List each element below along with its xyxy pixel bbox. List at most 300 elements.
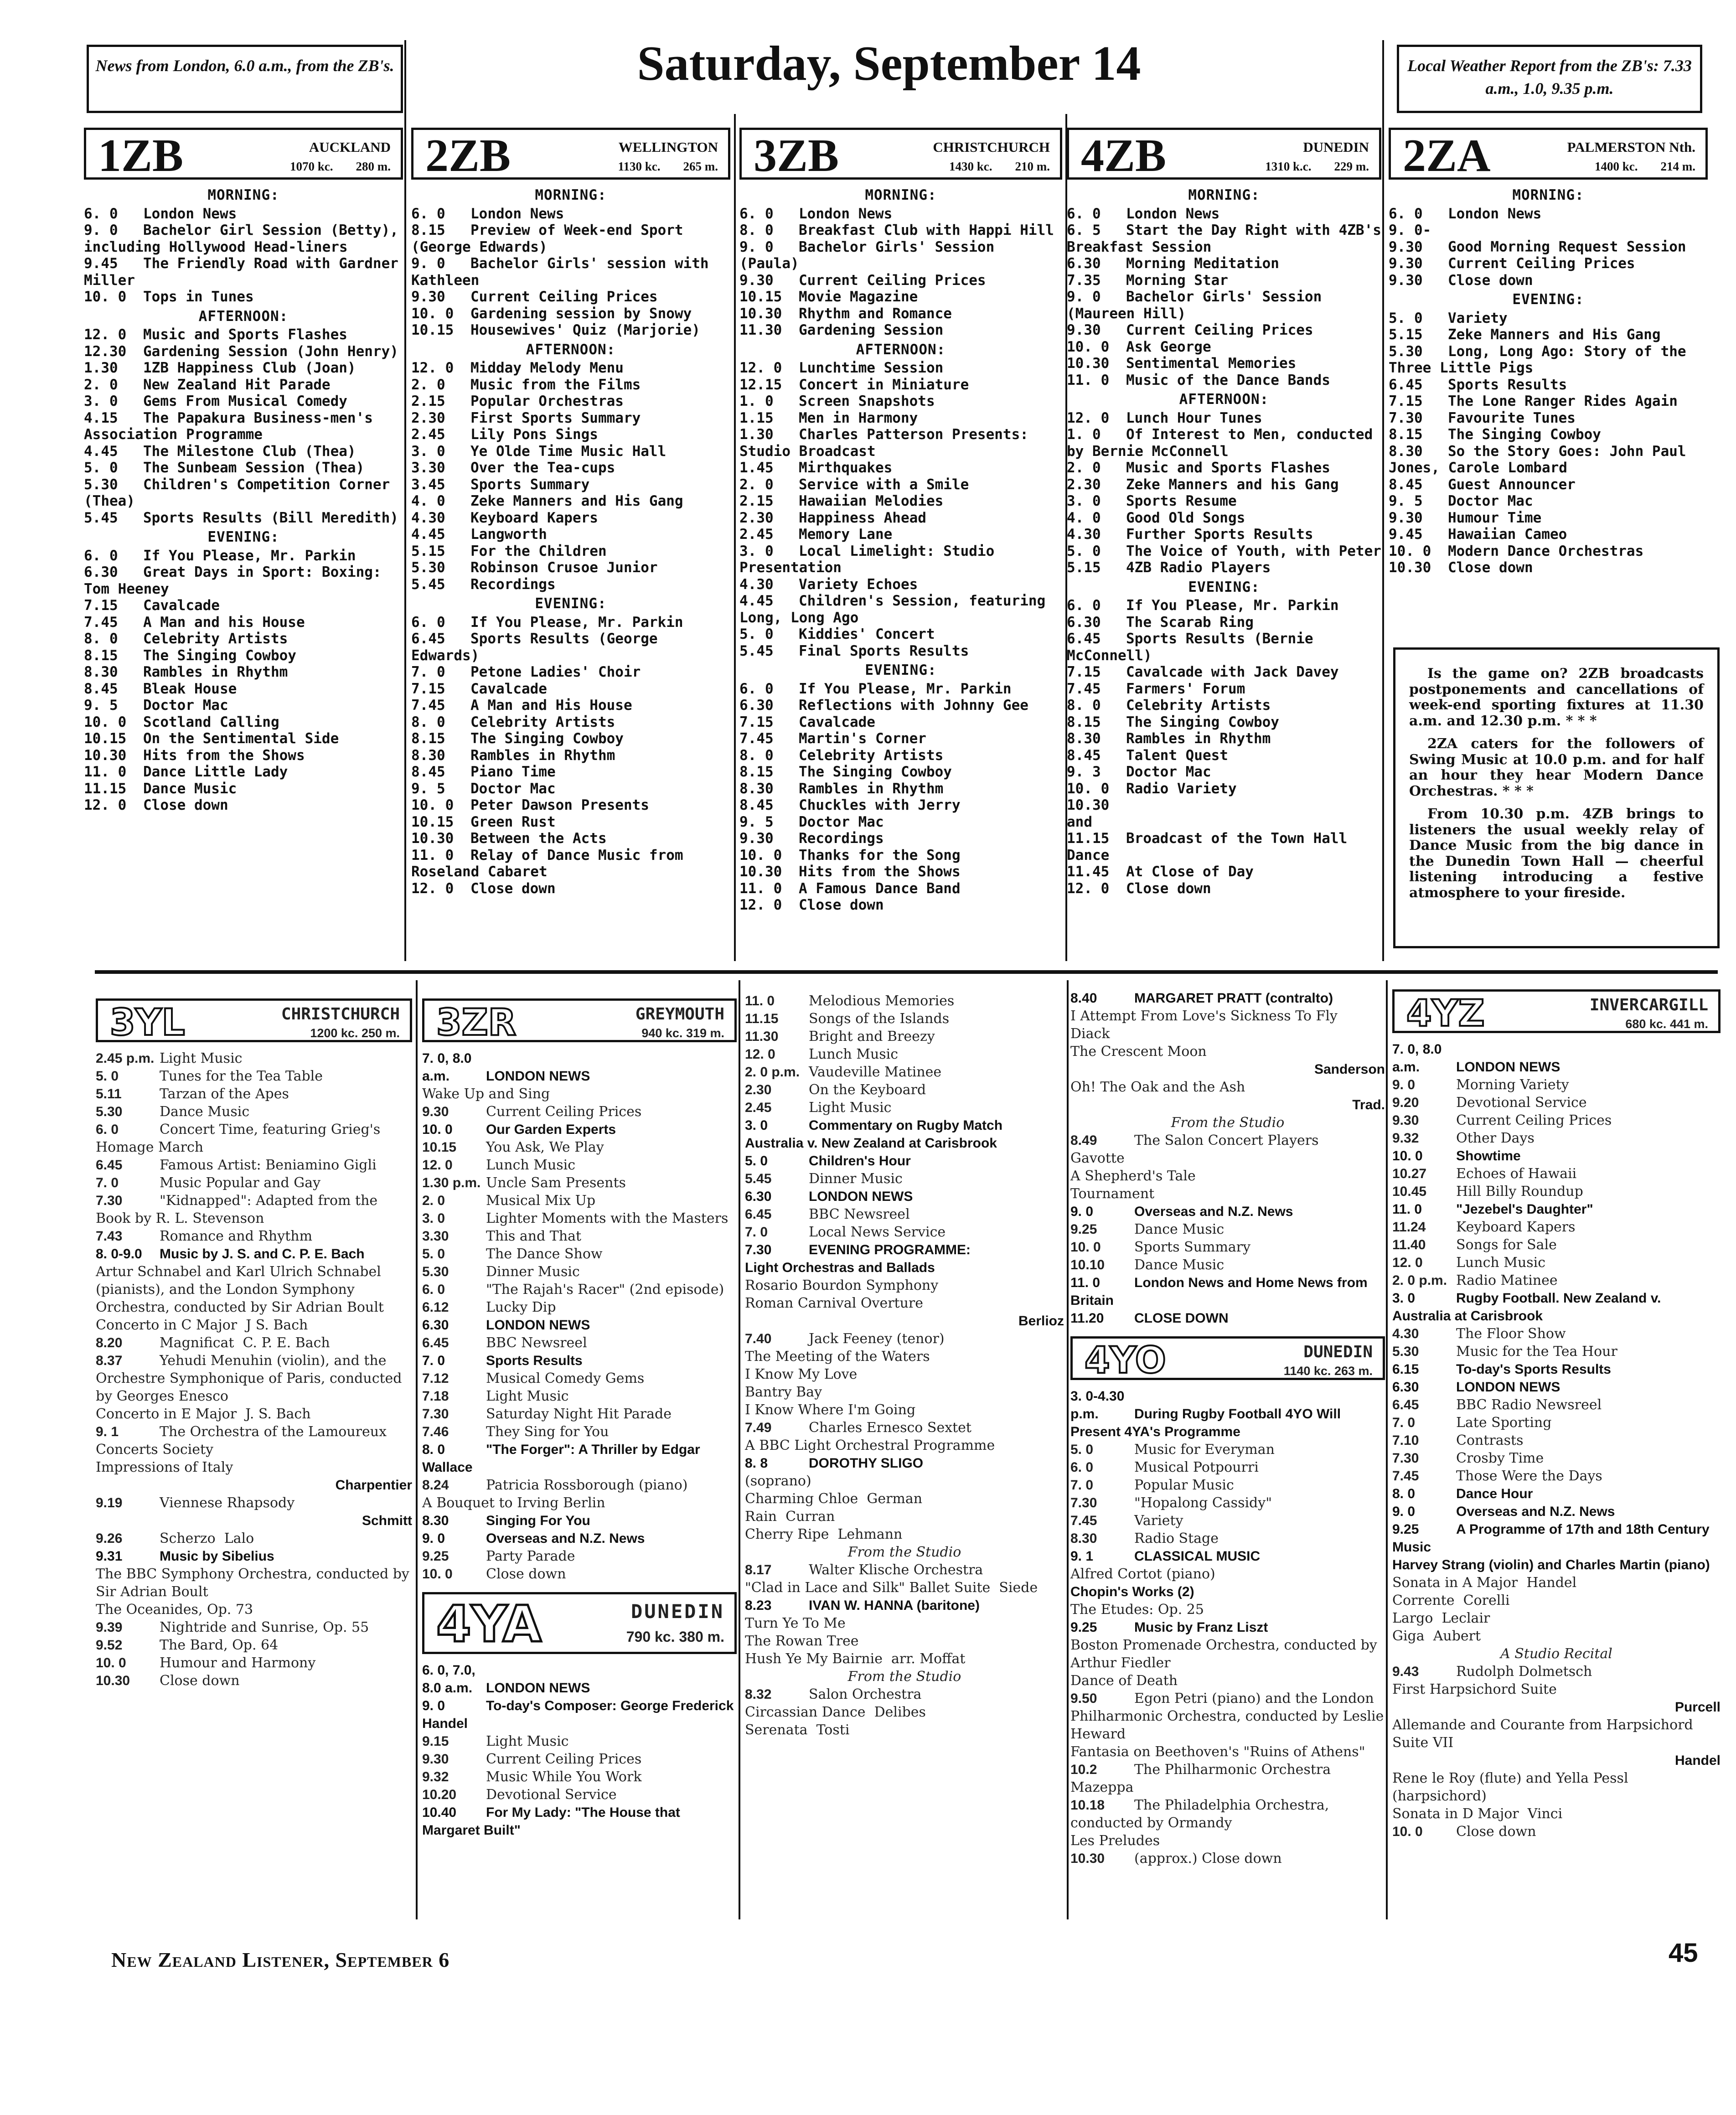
programme-title: Farmers' Forum xyxy=(1126,680,1245,697)
programme-time: 9.45 xyxy=(84,255,118,272)
programme-title: Scotland Calling xyxy=(143,714,279,730)
section-heading: MORNING: xyxy=(1512,187,1584,203)
programme-item xyxy=(745,1561,1064,1579)
programme-time: 10.30 xyxy=(84,747,127,764)
programme-time: 6. 0 xyxy=(1070,1460,1094,1475)
programme-title: Rambles in Rhythm xyxy=(470,747,615,764)
programme-title: Radio Matinee xyxy=(1456,1272,1558,1288)
station-frequency xyxy=(290,158,391,175)
programme-title: The Etudes: Op. 25 xyxy=(1070,1602,1204,1618)
programme-title: On the Keyboard xyxy=(809,1082,926,1098)
programme-time: 9.30 xyxy=(739,272,774,289)
programme-title: The Sunbeam Session (Thea) xyxy=(143,460,365,476)
programme-title: Doctor Mac xyxy=(143,697,228,714)
programme-item xyxy=(1392,1823,1720,1841)
programme-item xyxy=(1070,1530,1385,1547)
programme-title: Zeke Manners and His Gang xyxy=(470,493,683,509)
programme-time: 10. 0 xyxy=(1392,1824,1423,1839)
programme-title: "Hopalong Cassidy" xyxy=(1134,1495,1272,1511)
programme-title: Service with a Smile xyxy=(799,476,969,493)
programme-item xyxy=(422,1804,737,1839)
programme-time: 9. 0 xyxy=(422,1698,445,1713)
programme-time: 2. 0 xyxy=(739,476,774,493)
programme-title: Overseas and N.Z. News xyxy=(1456,1504,1615,1519)
programme-item xyxy=(739,239,1062,272)
programme-item xyxy=(1389,222,1708,255)
programme-item xyxy=(1067,559,1381,576)
programme-title: The Oceanides, Op. 73 xyxy=(96,1602,253,1618)
programme-title: Rhythm and Romance xyxy=(799,305,952,322)
programme-title: Current Ceiling Prices xyxy=(486,1104,642,1120)
programme-title: Rambles in Rhythm xyxy=(799,780,944,797)
programme-time: 10.30 xyxy=(96,1673,130,1688)
programme-title: Yehudi Menuhin (violin), and the Orchestre Symphonique of Paris, conducted by Georges Enesco xyxy=(96,1353,407,1404)
programme-title: Music Popular and Gay xyxy=(160,1175,321,1191)
station-header-4yo xyxy=(1070,1336,1385,1380)
programme-item xyxy=(84,614,403,631)
programme-title: Sports Summary xyxy=(470,476,590,493)
programme-time: 5.45 xyxy=(84,509,118,526)
programme-item xyxy=(1070,1441,1385,1458)
programme-time: 8.24 xyxy=(422,1478,449,1493)
composer-credit: Sanderson xyxy=(1314,1062,1385,1077)
programme-item xyxy=(96,1316,412,1334)
programme-title: Music from the Films xyxy=(470,376,641,393)
programme-time: 4.45 xyxy=(739,593,774,609)
station-call-sign: 2ZB xyxy=(425,130,511,181)
programme-time: 10.18 xyxy=(1070,1798,1105,1813)
programme-title: Rene le Roy (flute) and Yella Pessl (harpsichord) xyxy=(1392,1770,1633,1804)
programme-time: 10. 0 xyxy=(84,714,127,730)
programme-time: 1. 0 xyxy=(739,393,774,409)
programme-item xyxy=(1392,1432,1720,1449)
programme-time: 11.40 xyxy=(1392,1237,1426,1252)
programme-time: 1.30 xyxy=(84,360,118,376)
programme-title: Dance Music xyxy=(143,780,237,797)
programme-title: The BBC Symphony Orchestra, conducted by Sir Adrian Boult xyxy=(96,1566,414,1600)
programme-time: 9.30 xyxy=(1392,1113,1419,1128)
programme-title: Salon Orchestra xyxy=(809,1686,922,1702)
programme-time: 6. 0 xyxy=(84,205,118,222)
programme-title: Hits from the Shows xyxy=(143,747,305,764)
programme-title: So the Story Goes: John Paul Jones, Carole Lombard xyxy=(1389,443,1695,476)
programme-time: 9.30 xyxy=(1389,509,1423,526)
programme-time: 8. 0-9.0 xyxy=(96,1246,142,1262)
station-wavelength: 265 m. xyxy=(683,160,718,173)
programme-time: 3. 0 xyxy=(422,1211,445,1226)
programme-title: The Singing Cowboy xyxy=(143,647,296,664)
programme-time: 8.30 xyxy=(411,747,445,764)
programme-title: Magnificat C. P. E. Bach xyxy=(160,1335,330,1351)
programme-title: Cherry Ripe Lehmann xyxy=(745,1526,903,1542)
programme-list xyxy=(745,992,1064,1739)
programme-title: Sports Summary xyxy=(1134,1239,1251,1255)
programme-title: For My Lady: "The House that Margaret Built" xyxy=(422,1805,684,1838)
programme-item xyxy=(84,664,403,681)
programme-time: 8.45 xyxy=(84,680,118,697)
programme-item xyxy=(739,510,1062,527)
programme-item xyxy=(84,377,403,393)
programme-title: Further Sports Results xyxy=(1126,526,1313,543)
programme-title: Close down xyxy=(799,897,884,913)
programme-item xyxy=(1392,1076,1720,1094)
programme-time: 10. 0 xyxy=(84,289,127,305)
programme-item xyxy=(1392,1378,1720,1396)
composer-credit: Charpentier xyxy=(335,1478,412,1493)
programme-time: 12. 0 xyxy=(84,326,127,343)
programme-item xyxy=(745,1490,1064,1508)
programme-title: (soprano) xyxy=(745,1473,811,1489)
station-header-4yz xyxy=(1392,989,1720,1033)
station-city: WELLINGTON xyxy=(618,139,718,155)
programme-item xyxy=(411,206,730,222)
programme-item xyxy=(96,1636,412,1654)
programme-item xyxy=(96,1263,412,1316)
programme-item xyxy=(84,410,403,443)
programme-time: 6.15 xyxy=(1392,1362,1419,1377)
programme-title: The Bard, Op. 64 xyxy=(160,1637,279,1653)
programme-title: Sports Results (Bill Meredith) xyxy=(143,509,398,526)
programme-item xyxy=(84,631,403,647)
programme-title: Of Interest to Men, conducted by Bernie McConnell xyxy=(1067,426,1381,460)
programme-title: IVAN W. HANNA (baritone) xyxy=(809,1598,980,1613)
programme-title: Lucky Dip xyxy=(486,1299,556,1315)
programme-item xyxy=(745,1152,1064,1170)
programme-item xyxy=(1392,1218,1720,1236)
programme-item xyxy=(96,1601,412,1619)
programme-time: 6.45 xyxy=(1392,1397,1419,1412)
station-frequency: 1200 kc. 250 m. xyxy=(310,1026,400,1040)
programme-title: Good Morning Request Session xyxy=(1448,238,1686,255)
programme-time: 5.11 xyxy=(96,1086,122,1101)
programme-title: Robinson Crusoe Junior xyxy=(470,559,658,576)
programme-title: Celebrity Artists xyxy=(143,631,288,647)
programme-item xyxy=(745,1579,1064,1597)
programme-title: Lunch Music xyxy=(1456,1255,1546,1271)
programme-time: 6. 0 xyxy=(1067,205,1101,222)
programme-time: 7.45 xyxy=(84,614,118,631)
programme-item xyxy=(1067,864,1381,880)
programme-item xyxy=(739,206,1062,222)
programme-time: 8. 8 xyxy=(745,1456,768,1471)
programme-item xyxy=(84,255,407,289)
programme-item xyxy=(411,305,730,322)
programme-item xyxy=(422,1103,737,1121)
programme-item xyxy=(1392,1716,1720,1752)
programme-title: Cavalcade xyxy=(470,680,547,697)
programme-item xyxy=(1389,310,1708,327)
programme-item xyxy=(422,1192,737,1210)
programme-title: Dance Music xyxy=(160,1104,250,1120)
programme-time: 2.30 xyxy=(1067,476,1101,493)
programme-title: Sports Results xyxy=(486,1353,583,1368)
programme-item xyxy=(411,360,730,377)
programme-item xyxy=(1392,1556,1720,1574)
programme-item xyxy=(422,1476,737,1494)
programme-title: Talent Quest xyxy=(1126,747,1228,764)
programme-title: Overseas and N.Z. News xyxy=(1134,1204,1293,1219)
programme-item xyxy=(1392,1129,1720,1147)
programme-time: 7.49 xyxy=(745,1420,772,1435)
programme-item xyxy=(1392,1805,1720,1823)
programme-title: Melodious Memories xyxy=(809,993,955,1009)
programme-title: Rudolph Dolmetsch xyxy=(1456,1664,1592,1680)
programme-item xyxy=(739,360,1062,377)
programme-time: 11.24 xyxy=(1392,1220,1426,1235)
programme-title: Chuckles with Jerry xyxy=(799,797,961,813)
programme-time: 7. 0 xyxy=(1070,1478,1094,1493)
programme-time: 8.30 xyxy=(1067,730,1101,747)
programme-item xyxy=(739,322,1062,339)
programme-item xyxy=(422,1512,737,1530)
programme-time: 11. 0 xyxy=(1067,372,1110,388)
programme-title: Kiddies' Concert xyxy=(799,626,935,642)
programme-item xyxy=(1392,1414,1720,1432)
programme-title: LONDON NEWS xyxy=(486,1069,590,1084)
programme-item xyxy=(422,1121,737,1138)
programme-title: BBC Radio Newsreel xyxy=(1456,1397,1602,1413)
programme-title: Gardening session by Snowy xyxy=(470,305,692,322)
programme-item xyxy=(1389,255,1708,272)
programme-item xyxy=(1392,1325,1720,1343)
programme-title: Over the Tea-cups xyxy=(470,460,615,476)
programme-item xyxy=(739,289,1062,305)
programme-item xyxy=(84,597,403,614)
station-city: CHRISTCHURCH xyxy=(281,1005,400,1024)
programme-item xyxy=(1389,377,1708,393)
programme-title: Happiness Ahead xyxy=(799,509,926,526)
programme-time: 7.15 xyxy=(1389,393,1423,409)
programme-item xyxy=(1389,559,1708,576)
programme-title: Humour Time xyxy=(1448,509,1542,526)
programme-time: 9. 0-9.30 xyxy=(1389,222,1431,255)
programme-title: Cavalcade xyxy=(799,714,875,730)
programme-title: Roman Carnival Overture xyxy=(745,1295,924,1311)
programme-time: 7.30 xyxy=(96,1193,123,1208)
programme-title: Dance Music xyxy=(1134,1221,1224,1237)
programme-title: Green Rust xyxy=(470,813,556,830)
programme-time: 5.30 xyxy=(84,476,118,493)
programme-item xyxy=(411,814,730,831)
programme-title: London News xyxy=(1126,205,1220,222)
programme-time: 9.30 xyxy=(422,1104,449,1119)
programme-time: 10.30 xyxy=(739,305,782,322)
programme-time: 2.15 xyxy=(739,493,774,509)
programme-item xyxy=(411,714,730,731)
programme-time: 9.30 xyxy=(1067,322,1101,338)
programme-title: Famous Artist: Beniamino Gigli xyxy=(160,1157,377,1173)
programme-title: Uncle Sam Presents xyxy=(486,1175,626,1191)
programme-time: 1.30 p.m. xyxy=(422,1175,481,1190)
programme-item xyxy=(739,681,1062,698)
programme-title: Current Ceiling Prices xyxy=(1448,255,1635,272)
programme-item xyxy=(84,206,403,222)
programme-title: Commentary on Rugby Match Australia v. New Zealand at Carisbrook xyxy=(745,1118,1006,1151)
station-header-2zb xyxy=(411,128,730,180)
programme-title: Cavalcade xyxy=(143,597,220,614)
programme-title: The Voice of Youth, with Peter xyxy=(1126,543,1381,559)
programme-time: 8. 0 xyxy=(84,631,118,647)
programme-title: "The Rajah's Racer" (2nd episode) xyxy=(486,1282,724,1298)
programme-title: Martin's Corner xyxy=(799,730,926,747)
column-rule xyxy=(739,980,740,1919)
programme-title: Recordings xyxy=(799,830,884,847)
programme-time: 1.30 xyxy=(739,426,774,443)
programme-title: CLOSE DOWN xyxy=(1134,1311,1229,1326)
programme-item xyxy=(1070,1256,1385,1274)
programme-item xyxy=(1070,1601,1385,1619)
programme-title: Recordings xyxy=(470,576,556,593)
programme-title: During Rugby Football 4YO Will Present 4YA's Programme xyxy=(1070,1407,1345,1439)
programme-item xyxy=(1392,1592,1720,1609)
programme-time: 5.15 xyxy=(1389,326,1423,343)
programme-time: 5. 0 xyxy=(84,460,118,476)
programme-time: 6.45 xyxy=(411,631,445,647)
programme-item xyxy=(1070,1167,1385,1185)
programme-item xyxy=(1067,322,1381,339)
programme-time: 11.30 xyxy=(745,1029,779,1044)
programme-title: A Famous Dance Band xyxy=(799,880,961,897)
programme-item xyxy=(745,1063,1064,1081)
programme-title: At Close of Day xyxy=(1126,864,1254,880)
programme-time: 10. 0 xyxy=(1070,1240,1101,1255)
programme-item xyxy=(422,1530,737,1547)
programme-time: 5.45 xyxy=(411,576,445,593)
programme-item xyxy=(1067,355,1381,372)
programme-time: 6.30 xyxy=(1392,1380,1419,1395)
programme-title: Lunch Music xyxy=(809,1046,899,1062)
programme-item xyxy=(96,1494,412,1512)
programme-item xyxy=(1067,747,1381,764)
programme-item xyxy=(411,559,730,576)
programme-time: 6.30 xyxy=(422,1318,449,1333)
programme-title: Vaudeville Matinee xyxy=(809,1064,942,1080)
programme-item xyxy=(1389,426,1708,443)
section-heading: AFTERNOON: xyxy=(198,308,289,325)
programme-time: 12. 0 xyxy=(84,797,127,813)
programme-title: Lighter Moments with the Masters xyxy=(486,1210,728,1226)
programme-item xyxy=(1389,493,1708,510)
programme-title: Breakfast Club with Happi Hill xyxy=(799,222,1054,238)
section-heading: AFTERNOON: xyxy=(856,341,946,358)
programme-title: Boston Promenade Orchestra, conducted by Arthur Fiedler xyxy=(1070,1637,1382,1671)
programme-item xyxy=(422,1156,737,1174)
programme-time: 8.17 xyxy=(745,1562,772,1577)
programme-title: Reflections with Johnny Gee xyxy=(799,697,1028,714)
programme-item xyxy=(411,747,730,764)
programme-time: 9.19 xyxy=(96,1495,123,1510)
programme-title: If You Please, Mr. Parkin xyxy=(799,680,1012,697)
station-call-sign: 1ZB xyxy=(98,130,184,181)
programme-title: Hill Billy Roundup xyxy=(1456,1184,1583,1200)
programme-time: 5. 0 xyxy=(745,1153,768,1169)
programme-item xyxy=(1389,476,1708,493)
programme-time: 11.45 xyxy=(1067,864,1110,880)
programme-time: 2. 0 p.m. xyxy=(1392,1273,1447,1288)
station-frequency xyxy=(949,158,1050,175)
programme-title: Children's Session, featuring Long, Long Ago xyxy=(739,593,1054,626)
programme-title: Hits from the Shows xyxy=(799,864,961,880)
programme-item xyxy=(422,1661,737,1697)
programme-time: 7.30 xyxy=(422,1407,449,1422)
programme-time: 7.45 xyxy=(1067,680,1101,697)
composer-credit: Berlioz xyxy=(1018,1313,1064,1329)
programme-item xyxy=(1067,764,1381,781)
programme-item xyxy=(1389,510,1708,527)
programme-time: 10.15 xyxy=(422,1140,457,1155)
programme-item xyxy=(745,1401,1064,1419)
programme-time: 6. 0 xyxy=(1389,205,1423,222)
programme-item xyxy=(1389,543,1708,560)
programme-title: Mirthquakes xyxy=(799,460,893,476)
programme-item xyxy=(411,830,730,847)
programme-title: Guest Announcer xyxy=(1448,476,1576,493)
programme-time: 10. 0 xyxy=(1389,543,1431,559)
programme-item xyxy=(1067,339,1381,356)
programme-item xyxy=(411,410,730,427)
programme-title: London News xyxy=(1448,205,1542,222)
programme-item xyxy=(411,697,730,714)
station-call-sign: 4ZB xyxy=(1081,130,1167,181)
programme-item xyxy=(1067,631,1381,664)
programme-time: 3.45 xyxy=(411,476,445,493)
programme-title: Concert Time, featuring Grieg's Homage March xyxy=(96,1122,385,1155)
programme-time: 5.30 xyxy=(1389,343,1423,360)
programme-time: 9.30 xyxy=(1389,255,1423,272)
programme-title: LONDON NEWS xyxy=(809,1189,913,1204)
programme-title: Morning Meditation xyxy=(1126,255,1279,272)
programme-title: The Floor Show xyxy=(1456,1326,1566,1342)
programme-item xyxy=(1067,526,1381,543)
programme-time: 8.30 xyxy=(1070,1531,1097,1546)
programme-title: Ask George xyxy=(1126,338,1211,355)
programme-time: 10.30 and 11.15 xyxy=(1067,797,1118,847)
section-heading: EVENING: xyxy=(865,662,937,678)
programme-title: Fantasia on Beethoven's "Ruins of Athens" xyxy=(1070,1744,1365,1760)
programme-item xyxy=(739,643,1062,660)
programme-item xyxy=(84,460,403,476)
programme-time: 10.15 xyxy=(739,289,782,305)
programme-time: 10. 0 xyxy=(422,1567,453,1582)
programme-time: 8.40 xyxy=(1070,991,1097,1006)
programme-item xyxy=(1070,1203,1385,1220)
programme-title: On the Sentimental Side xyxy=(143,730,339,747)
programme-item xyxy=(1067,697,1381,714)
programme-title: Concerto in E Major J. S. Bach xyxy=(96,1406,311,1422)
composer-credit: Trad. xyxy=(1352,1097,1385,1112)
station-call-sign: 3ZB xyxy=(754,130,839,181)
programme-item xyxy=(1070,989,1385,1007)
programme-time: 7.15 xyxy=(1067,664,1101,680)
programme-time: 12. 0 xyxy=(739,360,782,376)
programme-title: Romance and Rhythm xyxy=(160,1228,313,1244)
programme-title: Musical Comedy Gems xyxy=(486,1370,645,1386)
programme-item xyxy=(84,343,403,360)
programme-time: 11. 0 xyxy=(745,993,775,1008)
programme-title: Hawaiian Melodies xyxy=(799,493,944,509)
programme-title: Dance Hour xyxy=(1456,1486,1533,1501)
programme-item xyxy=(411,880,730,897)
programme-title: Rambles in Rhythm xyxy=(143,664,288,680)
programme-item xyxy=(739,410,1062,427)
programme-title: Serenata Tosti xyxy=(745,1722,850,1738)
programme-item xyxy=(422,1227,737,1245)
programme-time: 5.30 xyxy=(1392,1344,1419,1359)
programme-time: 9.15 xyxy=(422,1734,449,1749)
programme-time: 5.45 xyxy=(745,1171,772,1186)
programme-item xyxy=(84,289,403,305)
programme-item xyxy=(1067,222,1390,255)
